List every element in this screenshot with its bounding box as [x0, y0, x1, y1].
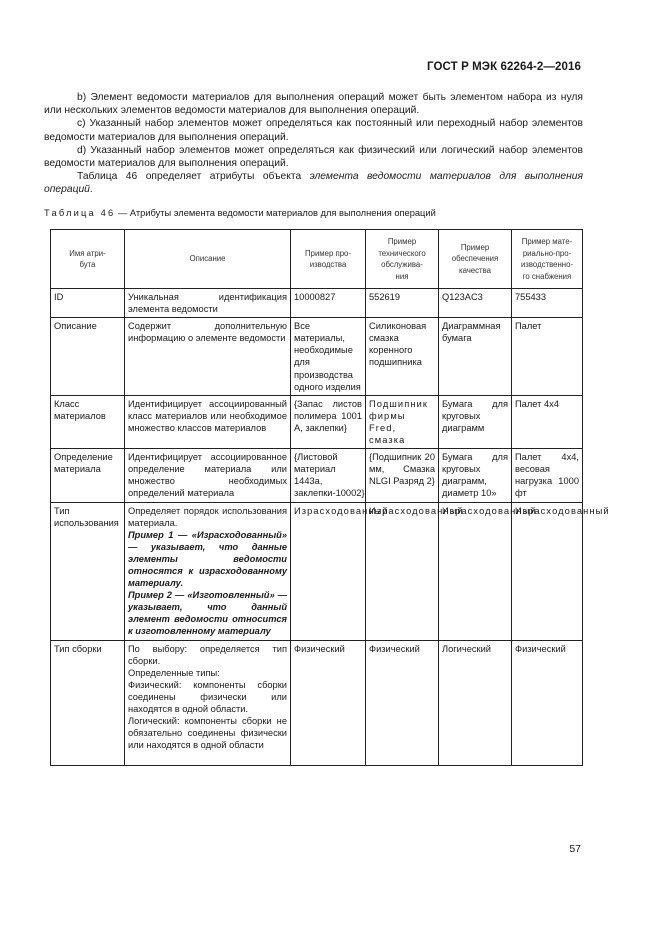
cell-production: Израсходованный	[291, 502, 366, 640]
cell-description	[125, 640, 291, 765]
cell-maintenance: Силиконовая смазка коренного подшипника	[366, 318, 439, 396]
header-supply-example: Пример мате- риально-про- изводственно- го снабжения	[512, 230, 583, 289]
cell-name: Тип сборки	[51, 640, 125, 765]
cell-supply: 755433	[512, 289, 583, 318]
cell-description: Содержит дополнительную информацию о элементе ведомости	[125, 318, 291, 396]
cell-name: Описание	[51, 318, 125, 396]
cell-quality: Бумага для круговых диаграмм, диаметр 10»	[439, 449, 512, 502]
cell-quality: Израсходованный	[439, 502, 512, 640]
table-caption-text: — Атрибуты элемента ведомости материалов для выполнения операций	[115, 208, 436, 218]
cell-maintenance: Подшипник фирмы Fred, смазка	[366, 395, 439, 448]
usage-type-example-2: Пример 2 — «Изготовленный» — указывает, что данный элемент ведомости относится к изготовленному материалу	[128, 590, 287, 637]
cell-supply: Палет	[512, 318, 583, 396]
cell-maintenance: Израсходованный	[366, 502, 439, 640]
cell-description: Уникальная идентификация элемента ведомости	[125, 289, 291, 318]
table-caption-label: Таблица 46	[44, 208, 116, 218]
header-maintenance-example: Пример технического обслужива- ния	[366, 230, 439, 289]
page-number: 57	[569, 843, 581, 855]
table-row	[51, 502, 583, 640]
cell-maintenance: 552619	[366, 289, 439, 318]
usage-type-example-1: Пример 1 — «Израсходованный» — указывает, что данные элементы ведомости относятся к израсходованному материалу.	[128, 529, 287, 589]
cell-production: Физический	[291, 640, 366, 765]
cell-quality: Диаграммная бумага	[439, 318, 512, 396]
header-quality-example: Пример обеспечения качества	[439, 230, 512, 289]
table-row	[51, 640, 583, 765]
table-row	[51, 449, 583, 502]
cell-quality: Q123AC3	[439, 289, 512, 318]
cell-name: ID	[51, 289, 125, 318]
cell-maintenance: Физический	[366, 640, 439, 765]
header-description: Описание	[125, 230, 291, 289]
cell-quality: Логический	[439, 640, 512, 765]
body-text	[44, 91, 583, 197]
cell-description	[125, 502, 291, 640]
cell-supply: Физический	[512, 640, 583, 765]
table-row	[51, 395, 583, 448]
cell-name: Тип использования	[51, 502, 125, 640]
paragraph-b: b) Элемент ведомости материалов для выполнения операций может быть элементом набора из нуля или нескольких элементов ведомости материалов для выполнения операций.	[44, 92, 583, 117]
usage-type-description: Определяет порядок использования материала.	[128, 505, 287, 528]
paragraph-c: c) Указанный набор элементов может определяться как постоянный или переходный набор элементов ведомости материалов для выполнения операций.	[44, 118, 583, 143]
paragraph-d: d) Указанный набор элементов может определяться как физический или логический набор элементов ведомости материалов для выполнения операций.	[44, 144, 583, 170]
cell-supply: Израсходованный	[512, 502, 583, 640]
assembly-type-line: Логический: компоненты сборки не обязательно соединены физически или находятся в одной области	[128, 716, 287, 751]
cell-production: {Запас листов полимера 1001 A, заклепки}	[291, 395, 366, 448]
table-row	[51, 318, 583, 396]
cell-description: Идентифицирует ассоциированный класс материалов или необходимое множество классов материалов	[125, 395, 291, 448]
attributes-table	[50, 229, 610, 766]
header-attribute-name: Имя атри- бута	[51, 230, 125, 289]
header-production-example: Пример про- изводства	[291, 230, 366, 289]
cell-quality: Бумага для круговых диаграмм	[439, 395, 512, 448]
document-header: ГОСТ Р МЭК 62264-2—2016	[427, 61, 581, 73]
cell-name: Класс материалов	[51, 395, 125, 448]
cell-supply: Палет 4x4, весовая нагрузка 1000 фт	[512, 449, 583, 502]
paragraph-table-intro: Таблица 46 определяет атрибуты объекта элемента ведомости материалов для выполнения операций.	[44, 171, 583, 196]
assembly-type-line: По выбору: определяется тип сборки.	[128, 643, 287, 666]
cell-name: Определение материала	[51, 449, 125, 502]
table-row	[51, 289, 583, 318]
cell-production: Все материалы, необходимые для производства одного изделия	[291, 318, 366, 396]
cell-supply: Палет 4x4	[512, 395, 583, 448]
cell-production: {Листовой материал 1443a, заклепки-10002}	[291, 449, 366, 502]
cell-description: Идентифицирует ассоциированное определение материала или множество необходимых определений материала	[125, 449, 291, 502]
cell-production: 10000827	[291, 289, 366, 318]
assembly-type-line: Физический: компоненты сборки соединены физически или находятся в одной области.	[128, 679, 287, 714]
cell-maintenance: {Подшипник 20 мм, Смазка NLGI Разряд 2}	[366, 449, 439, 502]
table-caption	[44, 208, 436, 218]
table-header-row	[51, 230, 583, 289]
assembly-type-line: Определенные типы:	[128, 667, 220, 678]
